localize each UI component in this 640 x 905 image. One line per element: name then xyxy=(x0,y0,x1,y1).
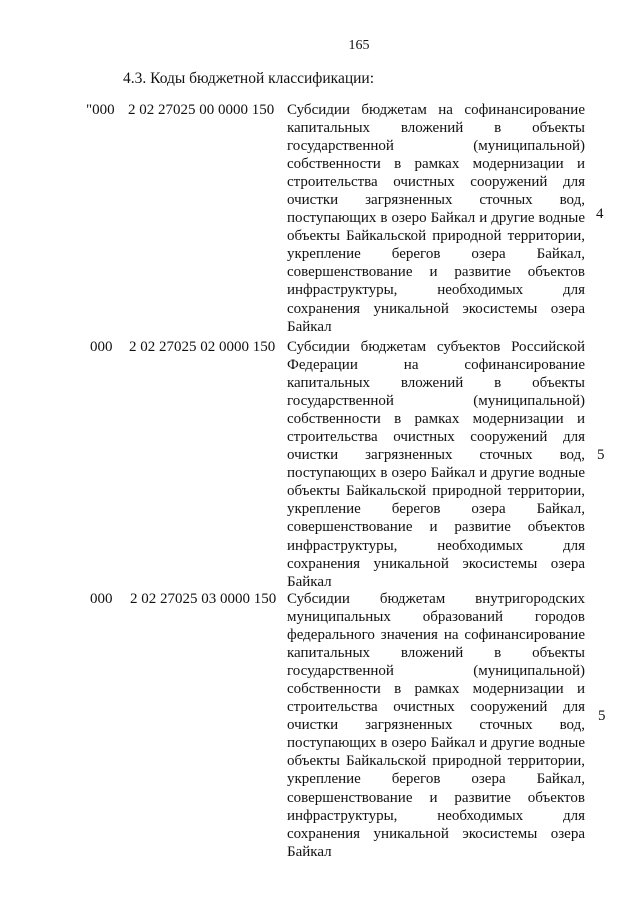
description-line: укрепление берегов озера Байкал, xyxy=(287,246,585,263)
description-line: Субсидии бюджетам на софинансирование xyxy=(287,102,585,118)
description-line: очистки загрязненных сточных вод, xyxy=(287,192,585,209)
entry-prefix: 000 xyxy=(90,591,113,607)
entry-description xyxy=(287,590,585,861)
page-number: 165 xyxy=(348,38,370,53)
description-line: государственной (муниципальной) xyxy=(287,138,585,155)
description-line: строительства очистных сооружений для xyxy=(287,429,585,446)
description-line: укрепление берегов озера Байкал, xyxy=(287,501,585,518)
description-line: Байкал xyxy=(287,318,332,335)
entry-column-value: 5 xyxy=(597,447,605,463)
description-line: капитальных вложений в объекты xyxy=(287,120,585,137)
entry-column-value: 5 xyxy=(598,708,606,724)
description-line: сохранения уникальной экосистемы озера xyxy=(287,555,585,572)
description-line: строительства очистных сооружений для xyxy=(287,174,585,191)
description-line: поступающих в озеро Байкал и другие водные xyxy=(287,735,585,752)
description-line: инфраструктуры, необходимых для xyxy=(287,807,585,824)
description-line: Байкал xyxy=(287,843,332,860)
description-line: Субсидии бюджетам внутригородских xyxy=(287,591,585,607)
description-line: очистки загрязненных сточных вод, xyxy=(287,717,585,734)
description-line: строительства очистных сооружений для xyxy=(287,699,585,716)
description-line: совершенствование и развитие объектов xyxy=(287,264,585,281)
description-line: очистки загрязненных сточных вод, xyxy=(287,447,585,464)
entry-description xyxy=(287,101,585,336)
description-line: собственности в рамках модернизации и xyxy=(287,156,585,173)
budget-classification-code: 2 02 27025 02 0000 150 xyxy=(129,339,276,355)
description-line: поступающих в озеро Байкал и другие водные xyxy=(287,465,585,482)
description-line: сохранения уникальной экосистемы озера xyxy=(287,300,585,317)
description-line: укрепление берегов озера Байкал, xyxy=(287,771,585,788)
description-line: государственной (муниципальной) xyxy=(287,663,585,680)
description-line: капитальных вложений в объекты xyxy=(287,375,585,392)
budget-classification-code: 2 02 27025 00 0000 150 xyxy=(128,102,275,118)
section-heading: 4.3. Коды бюджетной классификации: xyxy=(123,70,375,87)
description-line: сохранения уникальной экосистемы озера xyxy=(287,825,585,842)
entry-column-value: 4 xyxy=(596,206,604,222)
description-line: объекты Байкальской природной территории, xyxy=(287,483,585,500)
description-line: Байкал xyxy=(287,573,332,590)
entry-prefix: "000 xyxy=(86,102,115,118)
description-line: совершенствование и развитие объектов xyxy=(287,789,585,806)
entry-prefix: 000 xyxy=(90,339,113,355)
description-line: муниципальных образований городов xyxy=(287,609,585,626)
description-line: Субсидии бюджетам субъектов Российской xyxy=(287,339,585,355)
entry-description xyxy=(287,338,585,591)
description-line: инфраструктуры, необходимых для xyxy=(287,282,585,299)
description-line: совершенствование и развитие объектов xyxy=(287,519,585,536)
description-line: объекты Байкальской природной территории, xyxy=(287,228,585,245)
description-line: собственности в рамках модернизации и xyxy=(287,411,585,428)
description-line: федерального значения на софинансирование xyxy=(287,627,585,644)
description-line: Федерации на софинансирование xyxy=(287,357,585,374)
description-line: капитальных вложений в объекты xyxy=(287,645,585,662)
description-line: объекты Байкальской природной территории, xyxy=(287,753,585,770)
description-line: инфраструктуры, необходимых для xyxy=(287,537,585,554)
budget-classification-code: 2 02 27025 03 0000 150 xyxy=(130,591,277,607)
description-line: поступающих в озеро Байкал и другие водные xyxy=(287,210,585,227)
description-line: собственности в рамках модернизации и xyxy=(287,681,585,698)
description-line: государственной (муниципальной) xyxy=(287,393,585,410)
